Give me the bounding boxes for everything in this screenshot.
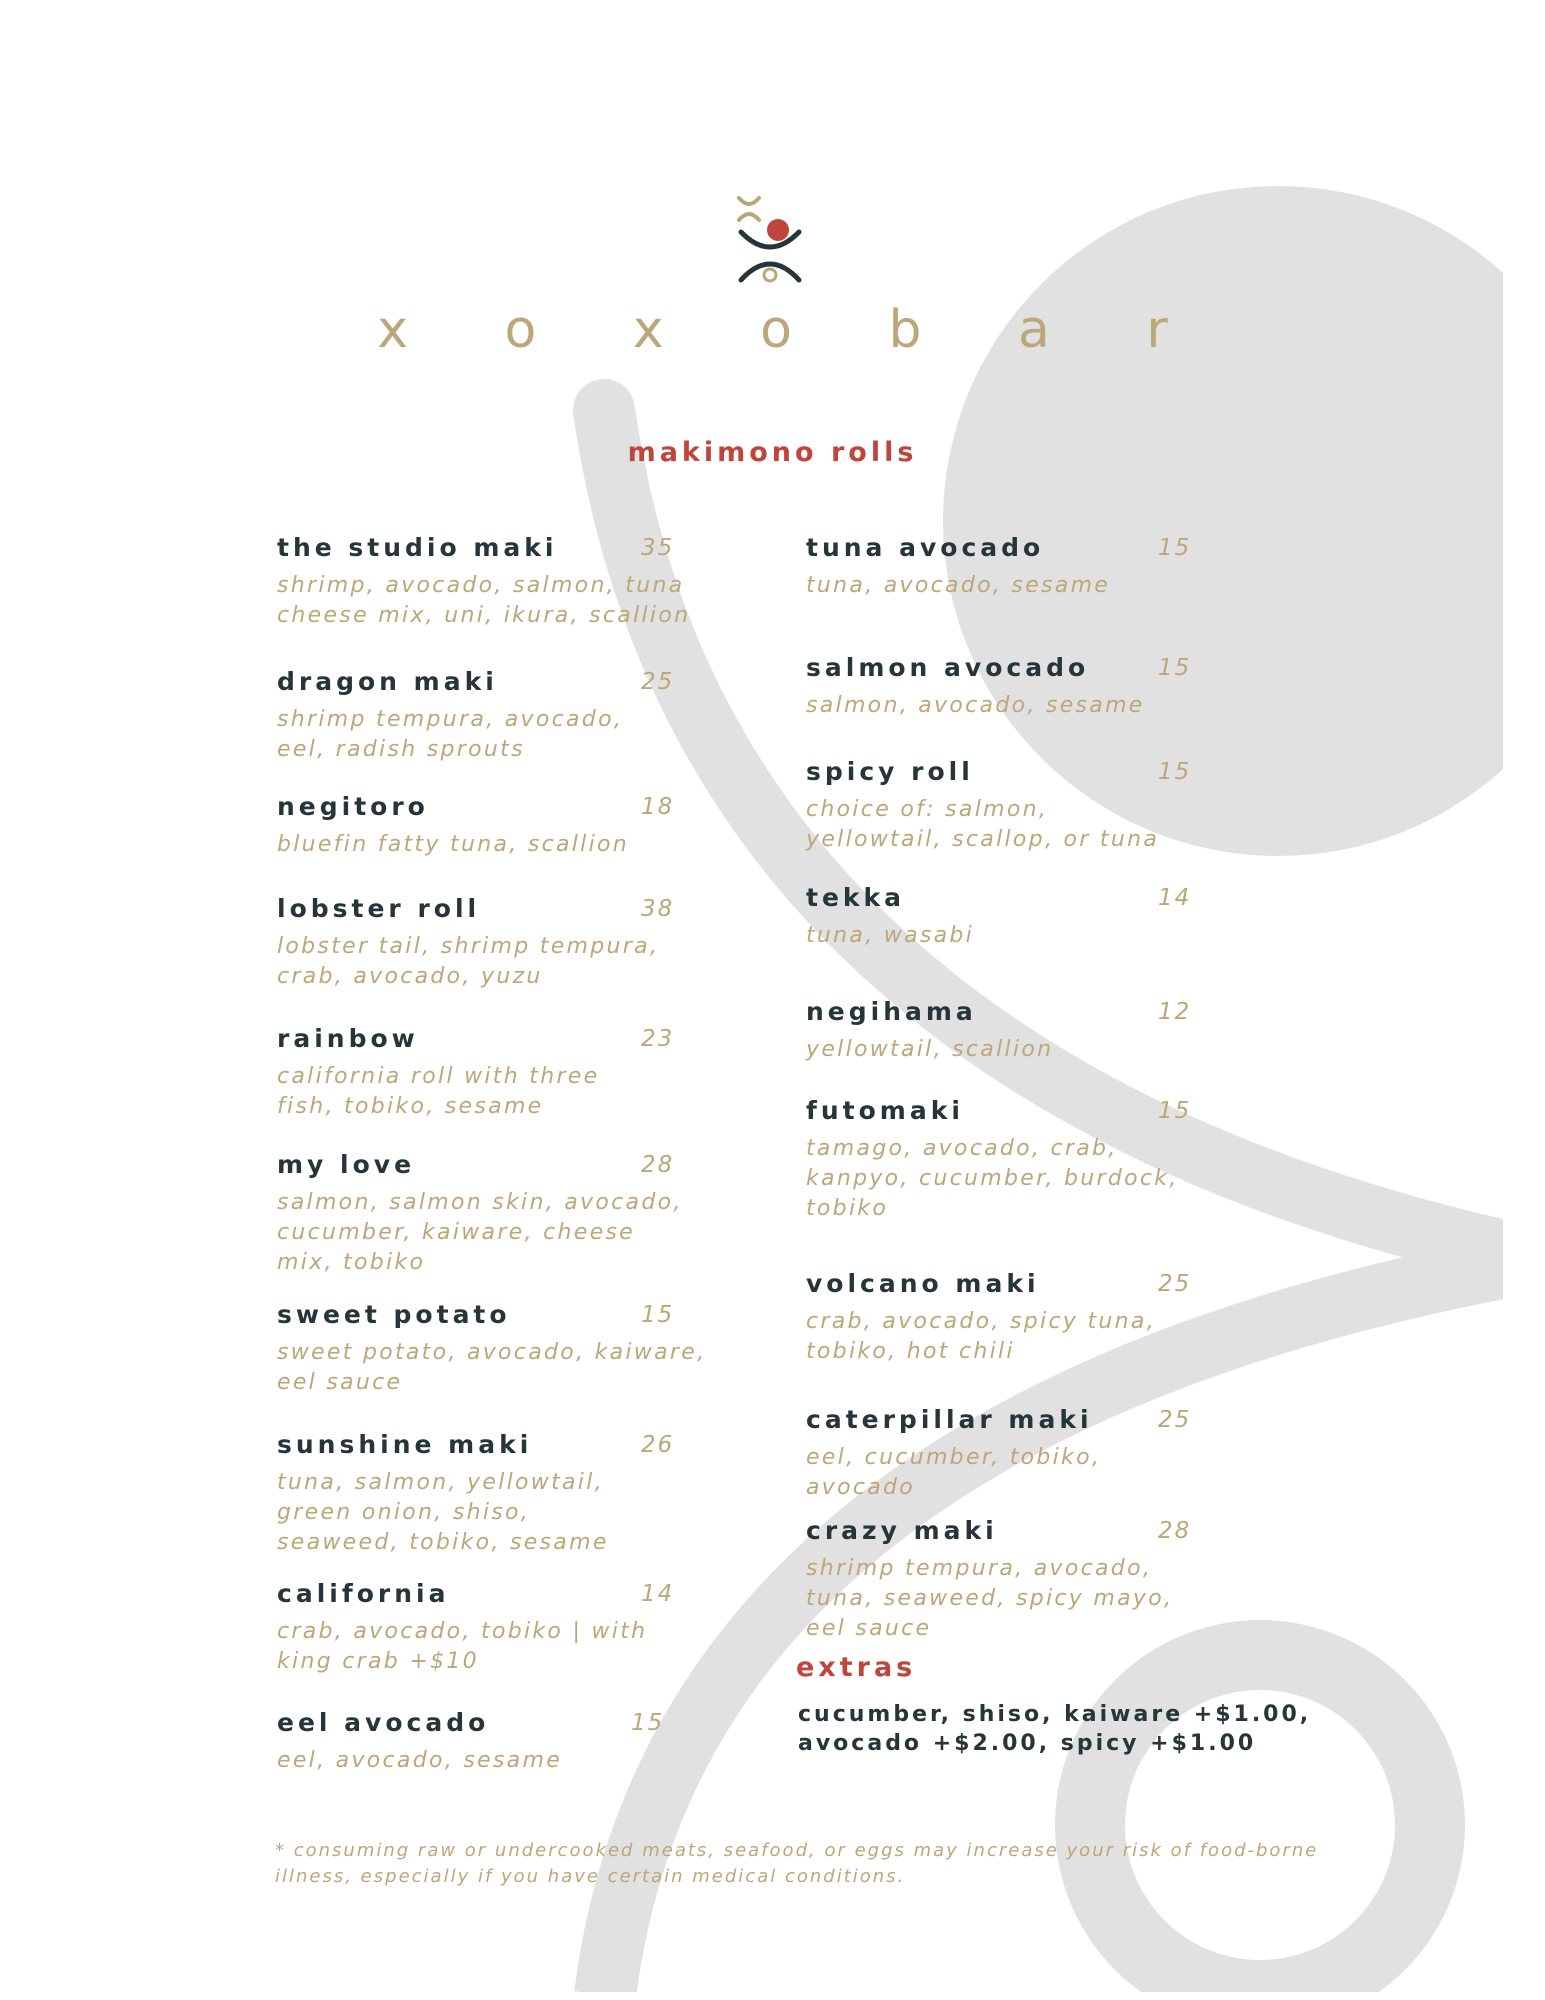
item-desc: eel, cucumber, tobiko, avocado bbox=[806, 1445, 1102, 1500]
item-name: tuna avocado bbox=[806, 533, 1045, 562]
item-price: 25 bbox=[1158, 1271, 1192, 1297]
item-price: 28 bbox=[1158, 1518, 1192, 1544]
item-price: 12 bbox=[1158, 999, 1192, 1025]
item-name: lobster roll bbox=[277, 894, 481, 923]
item-name: negihama bbox=[806, 997, 977, 1026]
item-price: 15 bbox=[1158, 535, 1192, 561]
item-name: rainbow bbox=[277, 1024, 419, 1053]
item-desc: lobster tail, shrimp tempura, crab, avocado, yuzu bbox=[277, 934, 660, 989]
item-desc: shrimp, avocado, salmon, tuna cheese mix, uni, ikura, scallion bbox=[277, 573, 691, 628]
item-price: 15 bbox=[641, 1302, 675, 1328]
item-name: the studio maki bbox=[277, 533, 558, 562]
item-desc: salmon, avocado, sesame bbox=[806, 693, 1145, 718]
item-name: eel avocado bbox=[277, 1708, 490, 1737]
item-desc: crab, avocado, spicy tuna, tobiko, hot chili bbox=[806, 1309, 1156, 1364]
item-price: 28 bbox=[641, 1152, 675, 1178]
extras-text bbox=[798, 1700, 1311, 1758]
item-name: crazy maki bbox=[806, 1516, 998, 1545]
item-name: sweet potato bbox=[277, 1300, 511, 1329]
item-price: 15 bbox=[631, 1710, 665, 1736]
brand-name: x o x o b a r bbox=[377, 300, 1208, 360]
extras-title: extras bbox=[796, 1652, 917, 1683]
disclaimer bbox=[275, 1838, 1318, 1890]
item-name: salmon avocado bbox=[806, 653, 1090, 682]
extras-line: cucumber, shiso, kaiware +$1.00, bbox=[798, 1702, 1312, 1727]
item-name: futomaki bbox=[806, 1096, 964, 1125]
decor-bottom-edge-mask bbox=[0, 1992, 1545, 2000]
item-name: volcano maki bbox=[806, 1269, 1040, 1298]
xoxo-figure-icon bbox=[725, 190, 815, 290]
item-name: sunshine maki bbox=[277, 1430, 533, 1459]
item-desc: tuna, avocado, sesame bbox=[806, 573, 1111, 598]
item-desc: shrimp tempura, avocado, eel, radish sprouts bbox=[277, 707, 624, 762]
item-desc: eel, avocado, sesame bbox=[277, 1748, 563, 1773]
extras-line: avocado +$2.00, spicy +$1.00 bbox=[798, 1731, 1257, 1756]
decor-large-circle bbox=[943, 186, 1545, 856]
item-desc: yellowtail, scallion bbox=[806, 1037, 1054, 1062]
item-price: 18 bbox=[641, 794, 675, 820]
item-price: 15 bbox=[1158, 1098, 1192, 1124]
item-price: 15 bbox=[1158, 759, 1192, 785]
item-price: 35 bbox=[641, 535, 675, 561]
disclaimer-line: * consuming raw or undercooked meats, seafood, or eggs may increase your risk of food-borne bbox=[275, 1840, 1319, 1861]
item-desc: choice of: salmon, yellowtail, scallop, or tuna bbox=[806, 797, 1160, 852]
item-desc: bluefin fatty tuna, scallion bbox=[277, 832, 630, 857]
section-title: makimono rolls bbox=[627, 437, 918, 468]
item-desc: sweet potato, avocado, kaiware, eel sauce bbox=[277, 1340, 707, 1395]
item-price: 14 bbox=[641, 1581, 675, 1607]
item-desc: tamago, avocado, crab, kanpyo, cucumber, burdock, tobiko bbox=[806, 1136, 1179, 1221]
item-name: negitoro bbox=[277, 792, 429, 821]
item-name: california bbox=[277, 1579, 450, 1608]
item-price: 26 bbox=[641, 1432, 675, 1458]
item-price: 25 bbox=[641, 669, 675, 695]
item-price: 23 bbox=[641, 1026, 675, 1052]
item-name: caterpillar maki bbox=[806, 1405, 1093, 1434]
item-desc: california roll with three fish, tobiko, sesame bbox=[277, 1064, 600, 1119]
item-desc: tuna, wasabi bbox=[806, 923, 975, 948]
item-desc: tuna, salmon, yellowtail, green onion, shiso, seaweed, tobiko, sesame bbox=[277, 1470, 609, 1555]
item-price: 15 bbox=[1158, 655, 1192, 681]
disclaimer-line: illness, especially if you have certain medical conditions. bbox=[275, 1866, 906, 1887]
item-price: 14 bbox=[1158, 885, 1192, 911]
item-desc: crab, avocado, tobiko | with king crab +$10 bbox=[277, 1619, 648, 1674]
item-name: my love bbox=[277, 1150, 416, 1179]
item-price: 25 bbox=[1158, 1407, 1192, 1433]
item-desc: shrimp tempura, avocado, tuna, seaweed, spicy mayo, eel sauce bbox=[806, 1556, 1174, 1641]
item-desc: salmon, salmon skin, avocado, cucumber, kaiware, cheese mix, tobiko bbox=[277, 1190, 683, 1275]
item-name: spicy roll bbox=[806, 757, 974, 786]
item-price: 38 bbox=[641, 896, 675, 922]
item-name: dragon maki bbox=[277, 667, 498, 696]
item-name: tekka bbox=[806, 883, 906, 912]
